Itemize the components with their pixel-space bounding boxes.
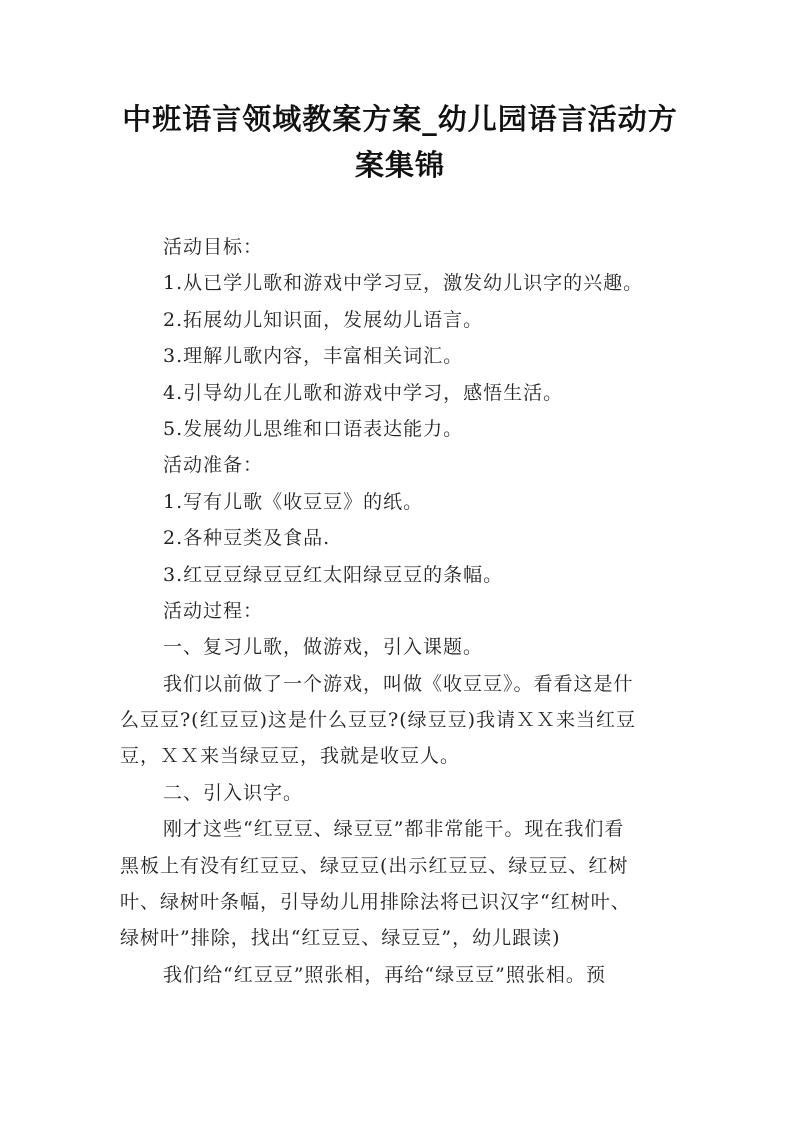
paragraph-line: 黑板上有没有红豆豆、绿豆豆(出示红豆豆、绿豆豆、红树 (120, 854, 629, 877)
paragraph-line: 绿树叶”排除，找出“红豆豆、绿豆豆”，幼儿跟读) (120, 927, 561, 950)
paragraph-line: 叶、绿树叶条幅，引导幼儿用排除法将已识汉字“红树叶、 (120, 891, 631, 914)
paragraph-photo (120, 957, 690, 993)
paragraph-game (120, 666, 690, 775)
section-heading-2: 二、引入识字。 (163, 781, 304, 804)
document-body (120, 229, 690, 993)
goal-item-5: 5.发展幼儿思维和口语表达能力。 (163, 417, 464, 440)
document-title (100, 96, 700, 188)
paragraph-blackboard (120, 811, 690, 957)
paragraph-line: 豆，ＸＸ来当绿豆豆，我就是收豆人。 (120, 745, 461, 768)
heading-preparation: 活动准备： (163, 454, 264, 477)
section-heading-1: 一、复习儿歌，做游戏，引入课题。 (163, 636, 484, 659)
goal-item-1: 1.从已学儿歌和游戏中学习豆，激发幼儿识字的兴趣。 (163, 272, 644, 295)
paragraph-line: 么豆豆?(红豆豆)这是什么豆豆?(绿豆豆)我请ＸＸ来当红豆 (120, 709, 637, 732)
paragraph-line: 我们以前做了一个游戏，叫做《收豆豆》。看看这是什 (163, 672, 634, 695)
title-line-1: 中班语言领域教案方案_幼儿园语言活动方 (122, 102, 678, 136)
prep-item-2: 2.各种豆类及食品. (163, 527, 331, 550)
goal-item-2: 2.拓展幼儿知识面，发展幼儿语言。 (163, 308, 484, 331)
heading-goals: 活动目标： (163, 236, 264, 258)
goal-item-4: 4.引导幼儿在儿歌和游戏中学习，感悟生活。 (163, 381, 564, 404)
title-line-2: 案集锦 (354, 148, 445, 182)
paragraph-line: 我们给“红豆豆”照张相，再给“绿豆豆”照张相。预 (163, 963, 606, 986)
goal-item-3: 3.理解儿歌内容，丰富相关词汇。 (163, 345, 464, 368)
prep-item-1: 1.写有儿歌《收豆豆》的纸。 (163, 490, 424, 513)
heading-process: 活动过程： (163, 599, 264, 622)
prep-item-3: 3.红豆豆绿豆豆红太阳绿豆豆的条幅。 (163, 563, 504, 586)
paragraph-line: 刚才这些“红豆豆、绿豆豆”都非常能干。现在我们看 (163, 818, 625, 841)
